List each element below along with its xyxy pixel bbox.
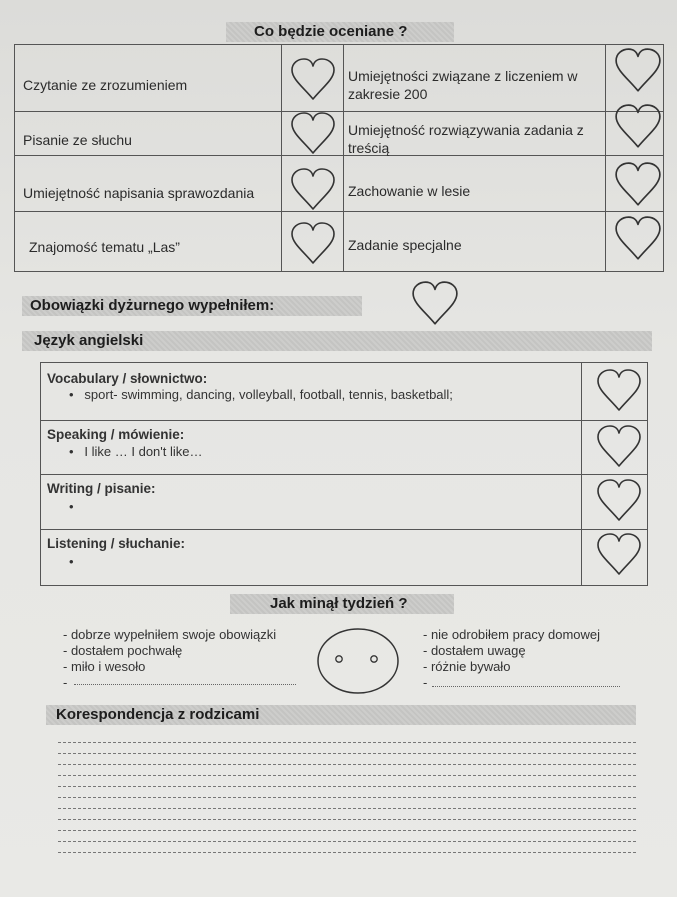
english-title: Język angielski	[34, 332, 144, 349]
writing-line[interactable]	[58, 830, 636, 831]
writing-line[interactable]	[58, 742, 636, 743]
bullet-icon: •	[69, 499, 74, 514]
heart-outline-icon[interactable]	[289, 111, 337, 157]
correspondence-band	[46, 705, 636, 725]
heart-outline-icon[interactable]	[289, 221, 337, 267]
english-row-2-text: I like … I don't like…	[84, 444, 203, 459]
week-left-4: -	[63, 675, 68, 690]
english-row-2-head: Speaking / mówienie:	[47, 427, 185, 442]
week-right-4: -	[423, 675, 428, 690]
writing-line[interactable]	[58, 775, 636, 776]
heart-outline-icon[interactable]	[595, 477, 643, 525]
week-left-list	[63, 627, 276, 691]
heart-outline-icon[interactable]	[595, 531, 643, 579]
week-left-2: - dostałem pochwałę	[63, 643, 183, 658]
writing-line[interactable]	[58, 753, 636, 754]
week-band	[230, 594, 454, 614]
english-row-2-item	[69, 444, 203, 459]
english-row-1-item	[69, 387, 453, 402]
assessed-right-2: Umiejętność rozwiązywania zadania z treścią	[348, 122, 584, 156]
bullet-icon: •	[69, 554, 74, 569]
week-right-blank-line	[432, 686, 620, 687]
assessed-left-1: Czytanie ze zrozumieniem	[23, 77, 188, 93]
week-left-3: - miło i wesoło	[63, 659, 146, 674]
heart-outline-icon[interactable]	[289, 57, 337, 103]
duty-label: Obowiązki dyżurnego wypełniłem:	[30, 297, 275, 314]
assessed-left-4: Znajomość tematu „Las”	[29, 239, 180, 255]
heart-outline-icon[interactable]	[289, 167, 337, 213]
week-right-list	[423, 627, 600, 691]
heart-outline-icon[interactable]	[595, 423, 643, 471]
writing-line[interactable]	[58, 797, 636, 798]
english-table	[40, 362, 648, 586]
heart-outline-icon[interactable]	[410, 280, 460, 328]
week-right-2: - dostałem uwagę	[423, 643, 526, 658]
assessment-table	[14, 44, 664, 272]
assessed-right-1: Umiejętności związane z liczeniem w zakresie 200	[348, 68, 578, 102]
english-row-4-head: Listening / słuchanie:	[47, 536, 186, 551]
assessed-left-3: Umiejętność napisania sprawozdania	[23, 185, 255, 201]
writing-line[interactable]	[58, 819, 636, 820]
english-band	[22, 331, 652, 351]
week-right-1: - nie odrobiłem pracy domowej	[423, 627, 601, 642]
bullet-icon: •	[69, 387, 74, 402]
heart-outline-icon[interactable]	[613, 215, 663, 263]
duty-band	[22, 296, 362, 316]
heart-outline-icon[interactable]	[613, 161, 663, 209]
assessed-title: Co będzie oceniane ?	[254, 23, 408, 40]
writing-line[interactable]	[58, 852, 636, 853]
english-row-3-head: Writing / pisanie:	[47, 481, 156, 496]
writing-line[interactable]	[58, 841, 636, 842]
assessed-left-2: Pisanie ze słuchu	[23, 132, 132, 148]
assessed-right-4: Zadanie specjalne	[348, 237, 462, 253]
heart-outline-icon[interactable]	[613, 103, 663, 151]
face-circle-icon[interactable]	[316, 627, 400, 695]
heart-outline-icon[interactable]	[595, 367, 643, 415]
writing-line[interactable]	[58, 808, 636, 809]
writing-line[interactable]	[58, 786, 636, 787]
assessed-header	[226, 22, 454, 42]
week-right-3: - różnie bywało	[423, 659, 511, 674]
bullet-icon: •	[69, 444, 74, 459]
assessed-right-3: Zachowanie w lesie	[348, 183, 471, 199]
correspondence-title: Korespondencja z rodzicami	[56, 706, 260, 723]
week-left-1: - dobrze wypełniłem swoje obowiązki	[63, 627, 277, 642]
week-title: Jak minął tydzień ?	[270, 595, 408, 612]
english-row-1-text: sport- swimming, dancing, volleyball, football, tennis, basketball;	[84, 387, 453, 402]
english-row-1-head: Vocabulary / słownictwo:	[47, 371, 208, 386]
week-left-blank-line	[74, 684, 296, 685]
writing-line[interactable]	[58, 764, 636, 765]
heart-outline-icon[interactable]	[613, 47, 663, 95]
